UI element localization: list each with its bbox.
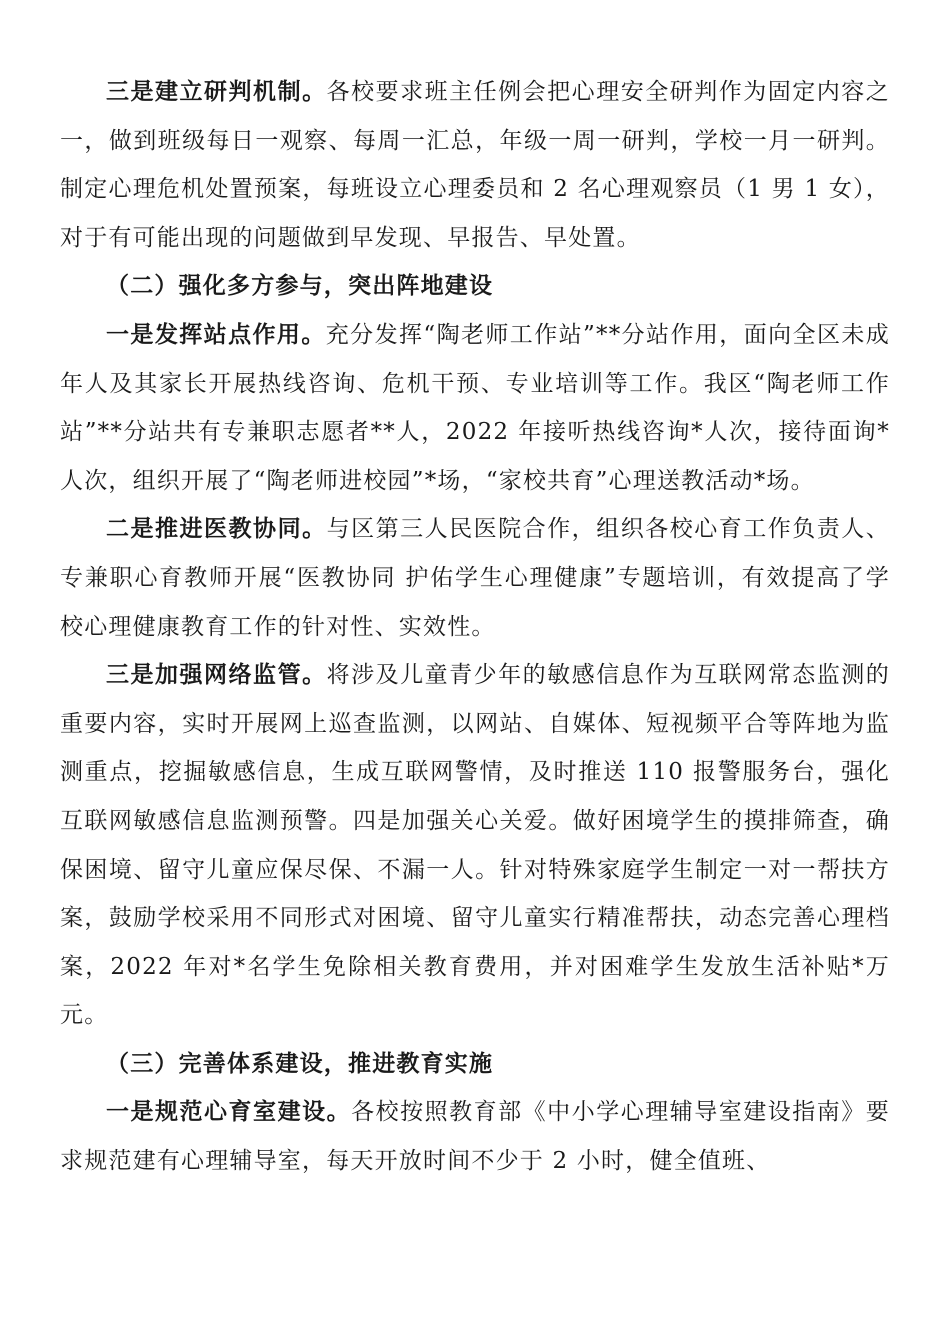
paragraph-lead: 一是规范心育室建设。 (106, 1099, 352, 1126)
paragraph-judgment-mechanism (60, 68, 890, 262)
paragraph-lead: 一是发挥站点作用。 (106, 321, 326, 348)
paragraph-lead: 三是加强网络监管。 (106, 662, 327, 689)
section-heading-2: （二）强化多方参与，突出阵地建设 (106, 273, 494, 300)
section-heading-3: （三）完善体系建设，推进教育实施 (106, 1050, 494, 1077)
paragraph-station-role (60, 311, 890, 505)
paragraph-text: 各校按照教育部《中小学心理辅导室建设指南》要求规范建有心理辅导室，每天开放时间不少于 2 小时，健全值班、 (60, 1099, 891, 1175)
paragraph-medical-education (60, 505, 890, 651)
paragraph-text: 与区第三人民医院合作，组织各校心育工作负责人、专兼职心育教师开展“医教协同 护佑学生心理健康”专题培训，有效提高了学校心理健康教育工作的针对性、实效性。 (60, 516, 890, 640)
document-body (60, 68, 890, 1186)
paragraph-network-monitoring (60, 651, 890, 1040)
paragraph-text: 将涉及儿童青少年的敏感信息作为互联网常态监测的重要内容，实时开展网上巡查监测，以网站、自媒体、短视频平合等阵地为监测重点，挖掘敏感信息，生成互联网警情，及时推送 110 报警服务台，强化互联网敏感信息监测预警。四是加强关心关爱。做好困境学生的摸排筛查，确保困境、留守儿童应保尽保、不漏一人。针对特殊家庭学生制定一对一帮扶方案，鼓励学校采用不同形式对困境、留守儿童实行精准帮扶，动态完善心理档案，2022 年对*名学生免除相关教育费用，并对困难学生发放生活补贴*万元。 (60, 662, 890, 1029)
paragraph-lead: 三是建立研判机制。 (106, 79, 327, 105)
paragraph-counseling-room (60, 1088, 890, 1185)
paragraph-lead: 二是推进医教协同。 (106, 516, 327, 543)
paragraph-text: 充分发挥“陶老师工作站”**分站作用，面向全区未成年人及其家长开展热线咨询、危机干预、专业培训等工作。我区“陶老师工作站”**分站共有专兼职志愿者**人，2022 年接听热线咨询*人次，接待面询*人次，组织开展了“陶老师进校园”*场，“家校共育”心理送教活动*场。 (60, 321, 890, 494)
paragraph-text: 各校要求班主任例会把心理安全研判作为固定内容之一，做到班级每日一观察、每周一汇总，年级一周一研判，学校一月一研判。制定心理危机处置预案，每班设立心理委员和 2 名心理观察员（1 男 1 女），对于有可能出现的问题做到早发现、早报告、早处置。 (60, 79, 890, 251)
